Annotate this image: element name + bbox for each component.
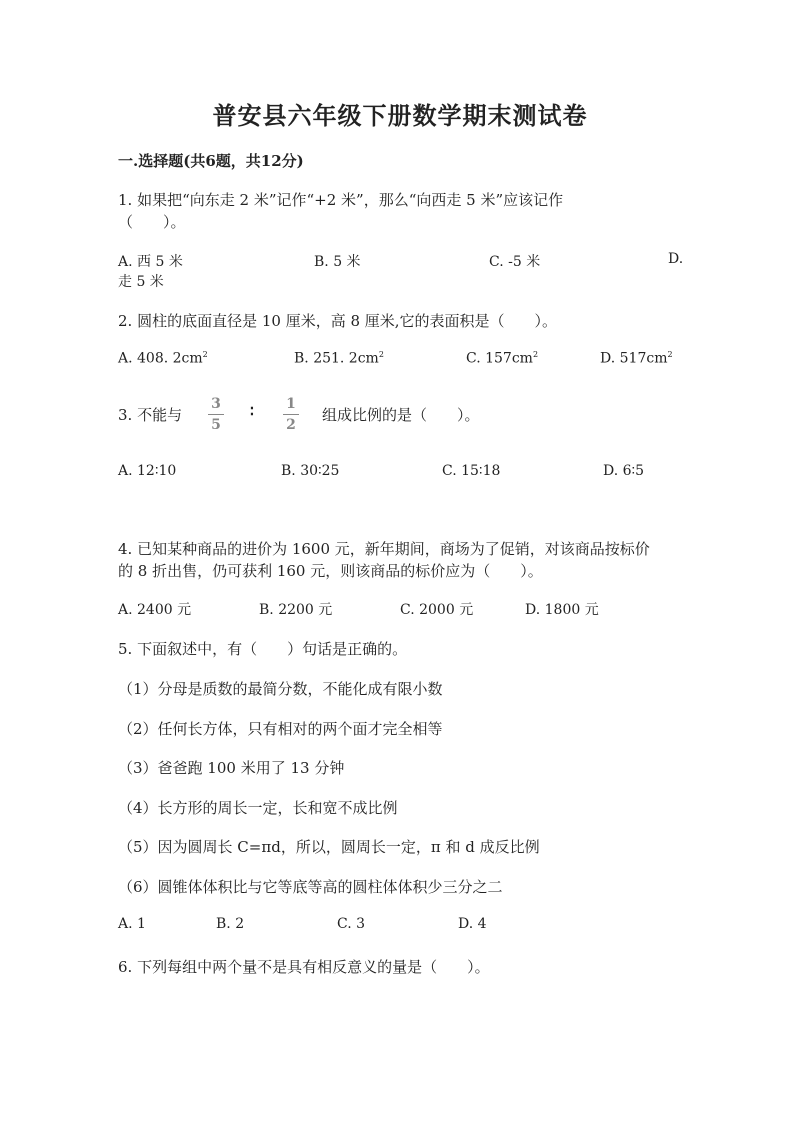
question-5-text: 5. 下面叙述中，有（ ）句话是正确的。: [118, 640, 408, 658]
question-4-option-b: B. 2200 元: [259, 602, 333, 618]
section-heading: 一.选择题(共6题，共12分): [118, 152, 304, 170]
question-2-text: 2. 圆柱的底面直径是 10 厘米，高 8 厘米,它的表面积是（ ）。: [118, 312, 558, 330]
statement-6: （6）圆锥体体积比与它等底等高的圆柱体体积少三分之二: [118, 878, 503, 896]
question-4-text-continued: 的 8 折出售，仍可获利 160 元，则该商品的标价应为（ ）。: [118, 562, 543, 580]
question-4-option-c: C. 2000 元: [400, 602, 474, 618]
fraction-2-denominator: 2: [286, 417, 296, 433]
question-3-option-c: C. 15∶18: [442, 463, 501, 479]
question-4-option-a: A. 2400 元: [118, 602, 192, 618]
question-1-text: 1. 如果把“向东走 2 米”记作“+2 米”，那么“向西走 5 米”应该记作: [118, 191, 564, 209]
fraction-2-numerator: 1: [286, 396, 296, 412]
question-2-option-b: B. 251. $2cm^2$: [294, 350, 384, 367]
question-5-option-a: A. 1: [118, 916, 146, 932]
question-5-option-d: D. 4: [458, 916, 487, 932]
statement-2: （2）任何长方体，只有相对的两个面才完全相等: [118, 720, 443, 738]
fraction-1-bar: [208, 414, 224, 415]
question-1-blank: （ ）。: [118, 213, 186, 231]
fraction-1-numerator: 3: [211, 396, 221, 412]
question-4-option-d: D. 1800 元: [525, 602, 599, 618]
question-2-option-c: C. $157cm^2$: [466, 350, 539, 367]
question-1-option-d-continued: 走 5 米: [118, 274, 164, 290]
question-5-option-c: C. 3: [337, 916, 366, 932]
statement-5: （5）因为圆周长 C=πd，所以，圆周长一定，π 和 d 成反比例: [118, 838, 540, 856]
question-3-option-a: A. 12∶10: [118, 463, 177, 479]
question-3-option-d: D. 6∶5: [603, 463, 645, 479]
question-3-prefix: 3. 不能与: [118, 406, 183, 424]
page-title: 普安县六年级下册数学期末测试卷: [212, 101, 588, 130]
question-1-option-d: D.: [668, 251, 684, 267]
question-6-text: 6. 下列每组中两个量不是具有相反意义的量是（ ）。: [118, 958, 490, 976]
fraction-one-half: [281, 396, 301, 433]
question-1-option-c: C. -5 米: [489, 254, 541, 270]
question-3-suffix: 组成比例的是（ ）。: [322, 406, 480, 424]
statement-1: （1）分母是质数的最简分数，不能化成有限小数: [118, 680, 443, 698]
question-1-option-a: A. 西 5 米: [118, 254, 183, 270]
question-2-option-d: D. $517cm^2$: [600, 350, 673, 367]
question-2-option-a: A. 408. $2cm^2$: [118, 350, 208, 367]
fraction-2-bar: [283, 414, 299, 415]
question-5-option-b: B. 2: [216, 916, 245, 932]
fraction-1-denominator: 5: [211, 417, 221, 433]
ratio-colon: ∶: [250, 402, 254, 420]
question-1-option-b: B. 5 米: [314, 254, 361, 270]
question-3-option-b: B. 30∶25: [281, 463, 340, 479]
question-4-text: 4. 已知某种商品的进价为 1600 元，新年期间，商场为了促销，对该商品按标价: [118, 540, 650, 558]
statement-3: （3）爸爸跑 100 米用了 13 分钟: [118, 759, 345, 777]
fraction-three-fifths: [206, 396, 226, 433]
statement-4: （4）长方形的周长一定，长和宽不成比例: [118, 799, 398, 817]
